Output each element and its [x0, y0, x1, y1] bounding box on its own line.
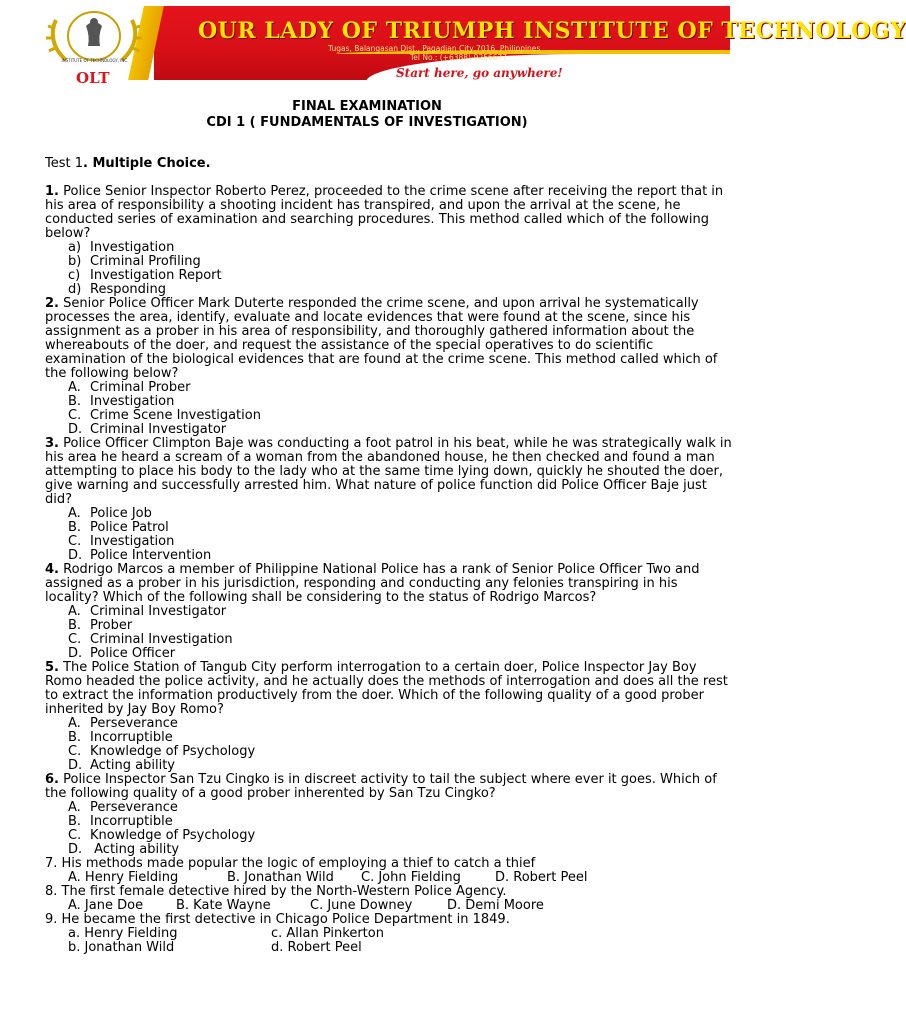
question-number: 4. [45, 562, 59, 577]
option-text: Incorruptible [90, 730, 173, 745]
option-text: Investigation Report [90, 268, 222, 283]
option-letter: A. [68, 604, 81, 619]
option-text: Police Intervention [90, 548, 212, 563]
option-letter: D. [68, 758, 83, 773]
inline-options-row [45, 871, 735, 885]
answer-option [68, 633, 735, 647]
option-letter: a) [68, 240, 82, 255]
option-list [45, 605, 735, 661]
question-text: Senior Police Officer Mark Duterte responded the crime scene, and upon arrival he systematically processes the area, identify, evaluate and locate evidences that were found at the scene, since his assignment as a prober in his area of responsibility, and thoroughly gathered information about the whereabouts of the doer, and request the assistance of the special operatives to do scientific examination of the biological evidences that are found at the crime scene. This method called which of the following below? [45, 296, 718, 381]
answer-option [68, 731, 735, 745]
option-text: Police Job [90, 506, 152, 521]
test-label: . Multiple Choice. [83, 156, 211, 171]
school-tagline: Start here, go anywhere! [396, 66, 563, 80]
option-list [45, 381, 735, 437]
answer-option [68, 283, 735, 297]
option-letter: C. [68, 534, 82, 549]
question-text: The Police Station of Tangub City perform interrogation to a certain doer, Police Inspector Jay Boy Romo headed the police activity, and he actually does the methods of interrogation and does all the rest to extract the information productively from the doer. Which of the following quality of a good prober inherited by Jay Boy Romo? [45, 660, 728, 717]
question-text: Police Officer Climpton Baje was conducting a foot patrol in his beat, while he was strategically walk in his area he heard a scream of a woman from the abandoned house, he then checked and found a man attempting to place his body to the lady who at the same time lying down, quickly he shouted the doer, give warning and successfully arrested him. What nature of police function did Police Officer Baje just did? [45, 436, 732, 507]
exam-title: FINAL EXAMINATION [292, 99, 442, 114]
answer-option: a. Henry Fielding [68, 926, 178, 941]
answer-option [68, 395, 735, 409]
answer-option: D. Robert Peel [495, 870, 588, 885]
school-address: Tugas, Balangasan Dist., Pagadian City,7016, Philippines [328, 44, 541, 53]
option-letter: A. [68, 800, 81, 815]
option-text: Criminal Profiling [90, 254, 201, 269]
option-letter: A. [68, 380, 81, 395]
option-letter: B. [68, 394, 82, 409]
answer-option: c. Allan Pinkerton [271, 926, 384, 941]
option-text: Police Patrol [90, 520, 169, 535]
question-item: 9. He became the first detective in Chicago Police Department in 1849. [45, 912, 510, 927]
option-text: Responding [90, 282, 167, 297]
question-item [45, 773, 735, 801]
question-item: 7. His methods made popular the logic of employing a thief to catch a thief [45, 856, 536, 871]
option-list [45, 801, 735, 857]
answer-option [68, 423, 735, 437]
option-text: Perseverance [90, 716, 178, 731]
option-text: Perseverance [90, 800, 178, 815]
question-text: Police Inspector San Tzu Cingko is in discreet activity to tail the subject where ever it goes. Which of the following quality of a good prober inherented by San Tzu Cingko? [45, 772, 717, 801]
option-letter: B. [68, 730, 82, 745]
answer-option [68, 605, 735, 619]
inline-options-row [45, 941, 735, 955]
answer-option: D. Demi Moore [447, 898, 544, 913]
answer-option [68, 269, 735, 283]
answer-option [68, 521, 735, 535]
test-heading [45, 157, 735, 171]
option-text: Criminal Investigation [90, 632, 233, 647]
question-list [45, 185, 735, 857]
answer-option [68, 535, 735, 549]
answer-option: A. Jane Doe [68, 898, 144, 913]
option-letter: D. [68, 548, 83, 563]
answer-option [68, 549, 735, 563]
option-list [45, 717, 735, 773]
inline-options-row [45, 899, 735, 913]
school-seal [36, 8, 154, 87]
header-banner [36, 6, 906, 87]
answer-option: B. Jonathan Wild [227, 870, 334, 885]
option-text: Criminal Investigator [90, 604, 227, 619]
answer-option [68, 745, 735, 759]
option-letter: C. [68, 744, 82, 759]
option-letter: D. [68, 646, 83, 661]
question-number: 1. [45, 184, 59, 199]
answer-option: A. Henry Fielding [68, 870, 179, 885]
answer-option: C. John Fielding [361, 870, 461, 885]
inline-options-row [45, 927, 735, 941]
test-prefix: Test 1 [45, 156, 84, 171]
option-list [45, 241, 735, 297]
question-number: 5. [45, 660, 59, 675]
seal-caption: INSTITUTE OF TECHNOLOGY, INC. [61, 58, 129, 63]
answer-option [68, 241, 735, 255]
answer-option [68, 381, 735, 395]
option-list [45, 507, 735, 563]
option-letter: C. [68, 408, 82, 423]
question-item: 8. The first female detective hired by the North-Western Police Agency. [45, 884, 507, 899]
answer-option [68, 409, 735, 423]
answer-option [68, 717, 735, 731]
option-letter: D. [68, 842, 83, 857]
question-item [45, 185, 735, 241]
option-letter: A. [68, 506, 81, 521]
school-telephone: Tel No.: (+6388)-9256677 [410, 53, 508, 62]
option-text: Police Officer [90, 646, 176, 661]
option-text: Knowledge of Psychology [90, 744, 256, 759]
exam-content [45, 157, 735, 955]
question-text: Rodrigo Marcos a member of Philippine National Police has a rank of Senior Police Officer Two and assigned as a prober in his jurisdiction, responding and conducting any felonies transpiring in his locality? Which of the following shall be considering to the status of Rodrigo Marcos? [45, 562, 700, 605]
option-text: Prober [90, 618, 133, 633]
option-letter: D. [68, 422, 83, 437]
question-item [45, 661, 735, 717]
answer-option [68, 619, 735, 633]
answer-option: d. Robert Peel [271, 940, 362, 955]
answer-option [68, 815, 735, 829]
answer-option: B. Kate Wayne [176, 898, 271, 913]
answer-option: b. Jonathan Wild [68, 940, 175, 955]
short-question-list [45, 857, 735, 955]
option-letter: B. [68, 520, 82, 535]
option-letter: b) [68, 254, 82, 269]
option-text: Investigation [90, 240, 175, 255]
option-text: Knowledge of Psychology [90, 828, 256, 843]
option-letter: B. [68, 814, 82, 829]
option-letter: d) [68, 282, 82, 297]
option-text: Investigation [90, 394, 175, 409]
option-letter: A. [68, 716, 81, 731]
answer-option [68, 829, 735, 843]
answer-option [68, 759, 735, 773]
question-item [45, 437, 735, 507]
question-text: Police Senior Inspector Roberto Perez, proceeded to the crime scene after receiving the report that in his area of responsibility a shooting incident has transpired, and upon the arrival at the scene, he conducted series of examination and searching procedures. This method called which of the following below? [45, 184, 724, 241]
option-letter: B. [68, 618, 82, 633]
answer-option [68, 801, 735, 815]
school-name: OUR LADY OF TRIUMPH INSTITUTE OF TECHNOLOGY [198, 18, 906, 44]
answer-option [68, 647, 735, 661]
option-letter: C. [68, 632, 82, 647]
exam-subtitle: CDI 1 ( FUNDAMENTALS OF INVESTIGATION) [206, 115, 528, 130]
answer-option: C. June Downey [310, 898, 413, 913]
answer-option [68, 843, 735, 857]
option-text: Incorruptible [90, 814, 173, 829]
question-item [45, 563, 735, 605]
question-number: 6. [45, 772, 59, 787]
answer-option [68, 255, 735, 269]
question-number: 2. [45, 296, 59, 311]
question-number: 3. [45, 436, 59, 451]
question-item [45, 297, 735, 381]
option-letter: C. [68, 828, 82, 843]
option-letter: c) [68, 268, 81, 283]
option-text: Investigation [90, 534, 175, 549]
seal-abbreviation: OLT [76, 69, 110, 87]
option-text: Criminal Investigator [90, 422, 227, 437]
option-text: Acting ability [90, 842, 180, 857]
answer-option [68, 507, 735, 521]
option-text: Acting ability [90, 758, 175, 773]
option-text: Criminal Prober [90, 380, 191, 395]
option-text: Crime Scene Investigation [90, 408, 261, 423]
